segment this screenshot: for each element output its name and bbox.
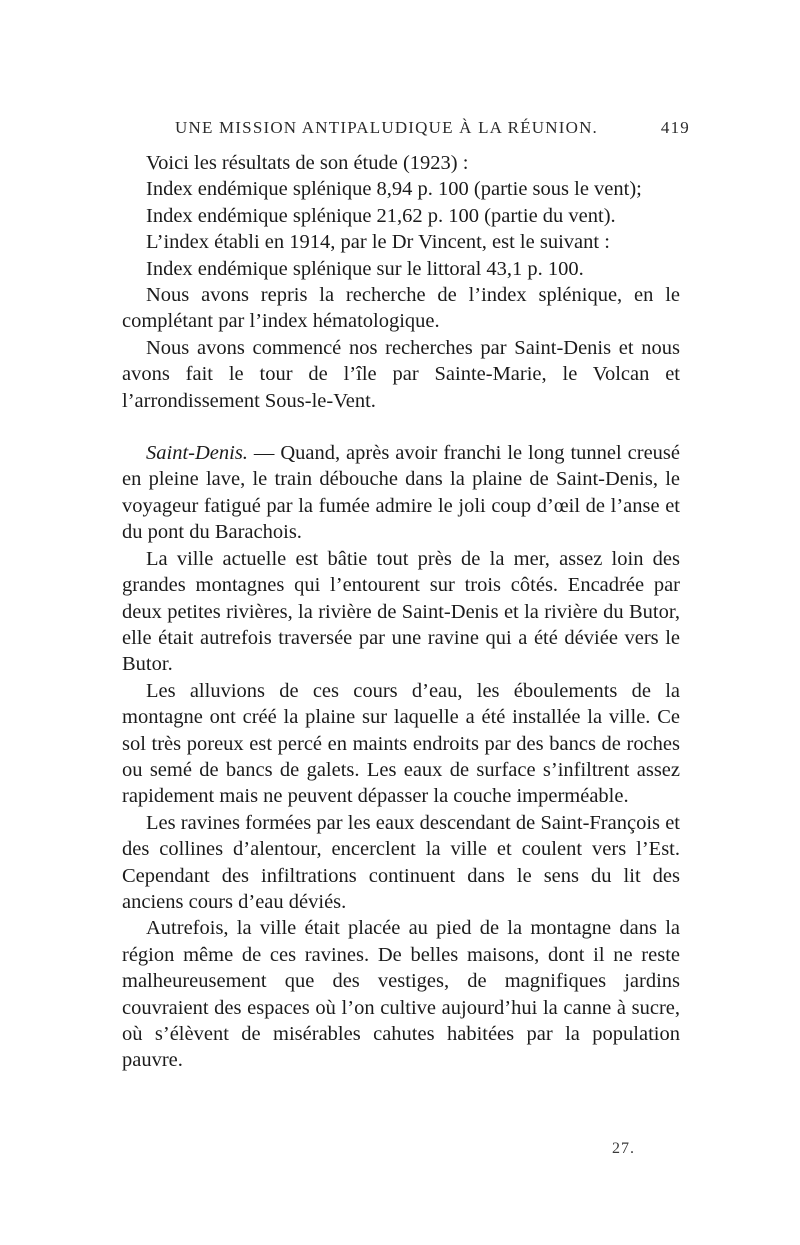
paragraph: Les alluvions de ces cours d’eau, les éboulements de la montagne ont créé la plaine sur laquelle a été installée la ville. Ce sol très poreux est percé en maints endroits par des bancs de roches ou semé de bancs de galets. Les eaux de surface s’infiltrent assez rapidement mais ne peuvent dépasser la couche imperméable. — [122, 679, 680, 808]
section-lead-text: — Quand, après avoir franchi le long tunnel creusé en pleine lave, le train débouche dans la plaine de Saint-Denis, le voyageur fatigué par la fumée admire le joli coup d’œil de l’anse et du pont du Barachois. — [122, 442, 680, 544]
paragraph: Index endémique splénique 21,62 p. 100 (partie du vent). — [146, 204, 616, 227]
running-title: UNE MISSION ANTIPALUDIQUE À LA RÉUNION. — [175, 118, 598, 137]
signature-mark: 27. — [612, 1140, 635, 1157]
page-body — [122, 150, 680, 1074]
paragraph: Autrefois, la ville était placée au pied de la montagne dans la région même de ces ravines. De belles maisons, dont il ne reste malheureusement que des vestiges, de magnifiques jardins couvraient des espaces où l’on cultive aujourd’hui la canne à sucre, où s’élèvent de misérables cahutes habitées par la population pauvre. — [122, 917, 680, 1072]
paragraph: Nous avons repris la recherche de l’index splénique, en le complétant par l’index hématologique. — [122, 284, 680, 333]
section-lead-paragraph — [122, 440, 680, 546]
paragraph: Index endémique splénique 8,94 p. 100 (partie sous le vent); — [146, 178, 642, 201]
paragraph: Nous avons commencé nos recherches par Saint-Denis et nous avons fait le tour de l’île par Sainte-Marie, le Volcan et l’arrondissement Sous-le-Vent. — [122, 336, 680, 412]
paragraph: Voici les résultats de son étude (1923) : — [146, 152, 469, 174]
paragraph: Index endémique splénique sur le littoral 43,1 p. 100. — [146, 257, 584, 280]
page-number: 419 — [660, 118, 690, 137]
paragraph: La ville actuelle est bâtie tout près de la mer, assez loin des grandes montagnes qui l’entourent sur trois côtés. Encadrée par deux petites rivières, la rivière de Saint-Denis et la rivière du Butor, elle était autrefois traversée par une ravine qui a été déviée vers le Butor. — [122, 547, 680, 676]
section-heading: Saint-Denis. — [146, 442, 248, 465]
paragraph: L’index établi en 1914, par le Dr Vincent, est le suivant : — [146, 231, 610, 254]
paragraph: Les ravines formées par les eaux descendant de Saint-François et des collines d’alentour, encerclent la ville et coulent vers l’Est. Cependant des infiltrations continuent dans le sens du lit des anciens cours d’eau déviés. — [122, 811, 680, 913]
